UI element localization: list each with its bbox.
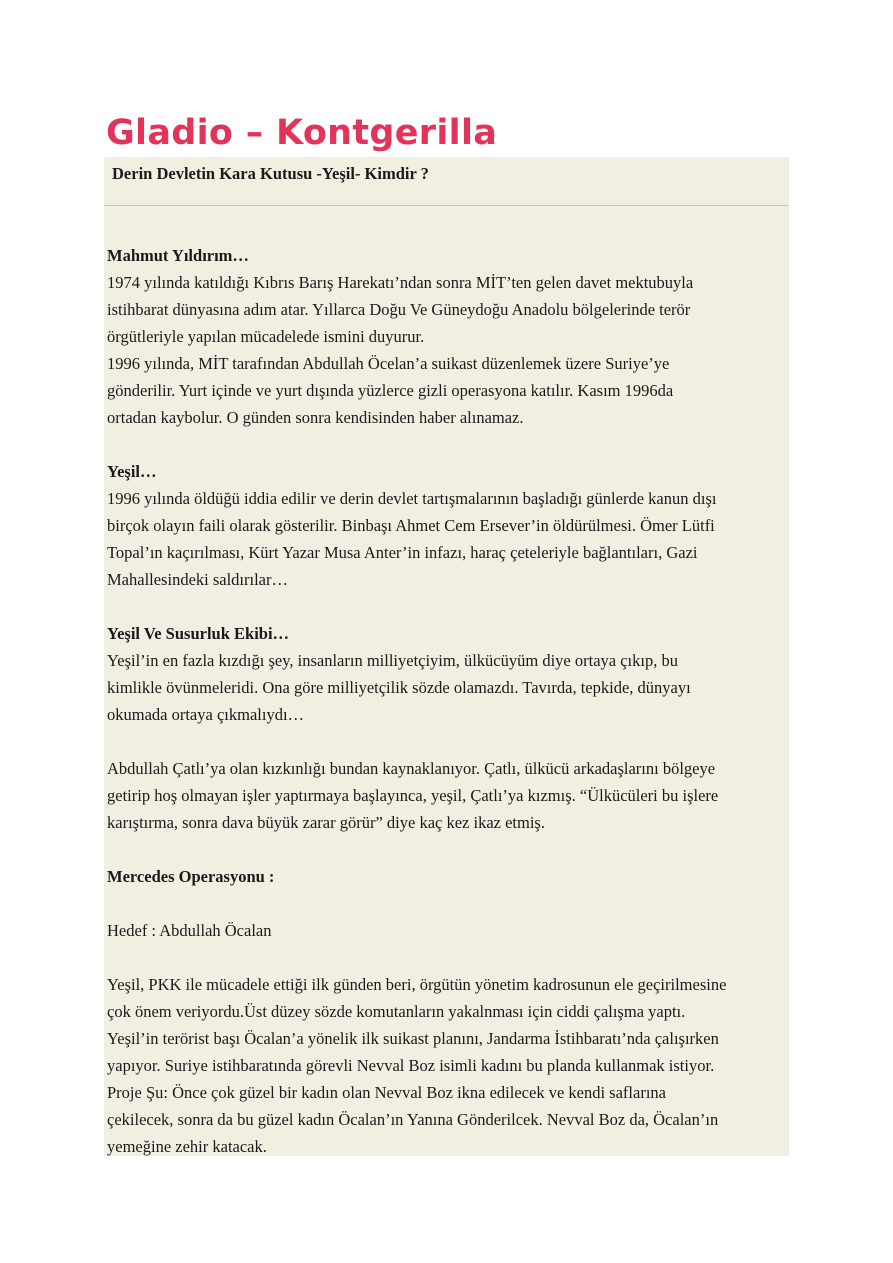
section-heading: Yeşil Ve Susurluk Ekibi… bbox=[107, 624, 290, 643]
paragraph-gap bbox=[107, 944, 787, 971]
article-text bbox=[107, 242, 787, 1160]
text-line: Proje Şu: Önce çok güzel bir kadın olan Nevval Boz ikna edilecek ve kendi saflarına bbox=[107, 1083, 666, 1102]
text-line: Topal’ın kaçırılması, Kürt Yazar Musa Anter’in infazı, haraç çeteleriyle bağlantıları, Gazi bbox=[107, 543, 698, 562]
section-heading: Mahmut Yıldırım… bbox=[107, 246, 249, 265]
text-line: 1996 yılında öldüğü iddia edilir ve derin devlet tartışmalarının başladığı günlerde kanun dışı bbox=[107, 489, 717, 508]
text-line: 1974 yılında katıldığı Kıbrıs Barış Harekatı’ndan sonra MİT’ten gelen davet mektubuyla bbox=[107, 273, 694, 292]
paragraph-gap bbox=[107, 593, 787, 620]
text-line: getirip hoş olmayan işler yaptırmaya başlayınca, yeşil, Çatlı’ya kızmış. “Ülkücüleri bu işlere bbox=[107, 786, 719, 805]
page-title: Gladio – Kontgerilla bbox=[106, 113, 498, 153]
section-heading: Yeşil… bbox=[107, 462, 157, 481]
section-mahmut bbox=[107, 242, 787, 431]
text-line: çekilecek, sonra da bu güzel kadın Öcalan’ın Yanına Gönderilcek. Nevval Boz da, Öcalan’ın bbox=[107, 1110, 719, 1129]
text-line: Yeşil, PKK ile mücadele ettiği ilk günden beri, örgütün yönetim kadrosunun ele geçirilmesine bbox=[107, 975, 727, 994]
paragraph-gap bbox=[107, 431, 787, 458]
text-line: istihbarat dünyasına adım atar. Yıllarca Doğu Ve Güneydoğu Anadolu bölgelerinde terör bbox=[107, 300, 691, 319]
section-yesil bbox=[107, 458, 787, 593]
text-line: gönderilir. Yurt içinde ve yurt dışında yüzlerce gizli operasyona katılır. Kasım 1996da bbox=[107, 381, 674, 400]
paragraph-gap bbox=[107, 728, 787, 755]
text-line: birçok olayın faili olarak gösterilir. Binbaşı Ahmet Cem Ersever’in öldürülmesi. Ömer Lütfi bbox=[107, 516, 715, 535]
text-line: karıştırma, sonra dava büyük zarar görür” diye kaç kez ikaz etmiş. bbox=[107, 813, 545, 832]
text-line: yemeğine zehir katacak. bbox=[107, 1137, 267, 1156]
text-line: okumada ortaya çıkmalıydı… bbox=[107, 705, 305, 724]
text-line: çok önem veriyordu.Üst düzey sözde komutanların yakalnması için ciddi çalışma yaptı. bbox=[107, 1002, 686, 1021]
text-line: 1996 yılında, MİT tarafından Abdullah Öcelan’a suikast düzenlemek üzere Suriye’ye bbox=[107, 354, 670, 373]
paragraph-gap bbox=[107, 836, 787, 863]
section-mercedes bbox=[107, 863, 787, 1160]
text-line: kimlikle övünmeleridi. Ona göre milliyetçilik sözde olamazdı. Tavırda, tepkide, dünyayı bbox=[107, 678, 691, 697]
text-line: Mahallesindeki saldırılar… bbox=[107, 570, 288, 589]
section-heading: Mercedes Operasyonu : bbox=[107, 867, 275, 886]
text-line: Yeşil’in terörist başı Öcalan’a yönelik ilk suikast planını, Jandarma İstihbaratı’nda çalışırken bbox=[107, 1029, 719, 1048]
section-susurluk bbox=[107, 620, 787, 836]
target-line: Hedef : Abdullah Öcalan bbox=[107, 921, 272, 940]
text-line: Abdullah Çatlı’ya olan kızkınlığı bundan kaynaklanıyor. Çatlı, ülkücü arkadaşlarını bölgeye bbox=[107, 759, 716, 778]
text-line: yapıyor. Suriye istihbaratında görevli Nevval Boz isimli kadını bu planda kullanmak istiyor. bbox=[107, 1056, 715, 1075]
article-body bbox=[104, 157, 789, 1156]
paragraph-gap bbox=[107, 890, 787, 917]
text-line: örgütleriyle yapılan mücadelede ismini duyurur. bbox=[107, 327, 425, 346]
text-line: ortadan kaybolur. O günden sonra kendisinden haber alınamaz. bbox=[107, 408, 524, 427]
horizontal-divider bbox=[104, 205, 789, 206]
article-subtitle: Derin Devletin Kara Kutusu -Yeşil- Kimdir ? bbox=[112, 164, 429, 183]
text-line: Yeşil’in en fazla kızdığı şey, insanların milliyetçiyim, ülkücüyüm diye ortaya çıkıp, bu bbox=[107, 651, 678, 670]
